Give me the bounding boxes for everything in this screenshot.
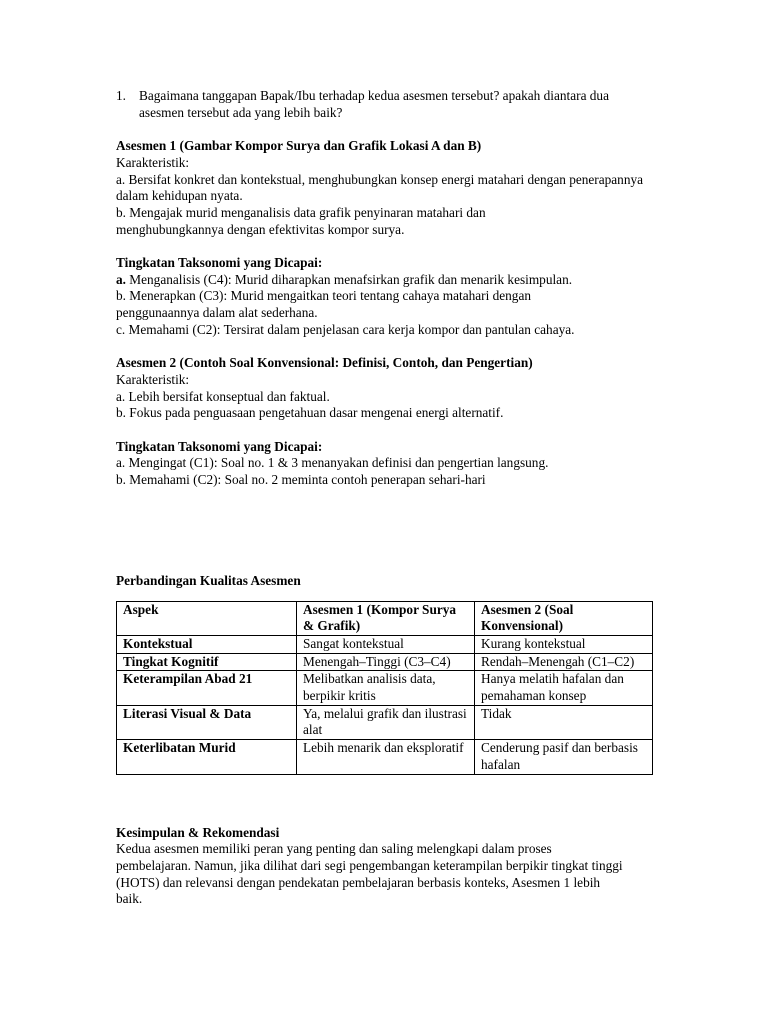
document-page [116,88,656,908]
table-cell: Hanya melatih hafalan dan pemahaman konsep [475,671,653,705]
question [116,88,656,121]
table-cell-aspect: Tingkat Kognitif [117,653,297,671]
conclusion-title: Kesimpulan & Rekomendasi [116,824,280,840]
asesmen1-section [116,138,656,238]
table-row [117,671,653,705]
table-cell: Melibatkan analisis data, berpikir kritis [297,671,475,705]
asesmen1-taksonomi [116,255,656,339]
table-cell: Tidak [475,705,653,739]
table-cell: Lebih menarik dan eksploratif [297,740,475,774]
table-cell: Kurang kontekstual [475,635,653,653]
table-cell: Sangat kontekstual [297,635,475,653]
table-row [117,635,653,653]
table-cell-aspect: Literasi Visual & Data [117,705,297,739]
asesmen2-taksonomi-a: a. Mengingat (C1): Soal no. 1 & 3 menanyakan definisi dan pengertian langsung. [116,455,549,471]
table-cell-aspect: Kontekstual [117,635,297,653]
asesmen1-taksonomi-b: b. Menerapkan (C3): Murid mengaitkan teori tentang cahaya matahari dengan penggunaannya dalam alat sederhana. [116,288,532,321]
table-cell: Cenderung pasif dan berbasis hafalan [475,740,653,774]
asesmen1-taksonomi-c: c. Memahami (C2): Tersirat dalam penjelasan cara kerja kompor dan pantulan cahaya. [116,321,575,337]
header-aspek: Aspek [117,601,297,635]
header-asesmen2: Asesmen 2 (Soal Konvensional) [475,601,653,635]
asesmen1-taksonomi-title: Tingkatan Taksonomi yang Dicapai: [116,255,323,270]
conclusion-section [116,825,656,909]
question-text: Bagaimana tanggapan Bapak/Ibu terhadap kedua asesmen tersebut? apakah diantara dua asesmen tersebut ada yang lebih baik? [139,88,609,120]
asesmen1-taksonomi-a-text: Menganalisis (C4): Murid diharapkan menafsirkan grafik dan menarik kesimpulan. [125,271,573,287]
table-cell: Rendah–Menengah (C1–C2) [475,653,653,671]
asesmen2-section [116,355,656,422]
table-row [117,740,653,774]
table-cell-aspect: Keterampilan Abad 21 [117,671,297,705]
table-cell: Menengah–Tinggi (C3–C4) [297,653,475,671]
asesmen2-taksonomi-b: b. Memahami (C2): Soal no. 2 meminta contoh penerapan sehari-hari [116,472,486,488]
comparison-table [116,601,653,775]
asesmen1-taksonomi-a-prefix: a. [116,271,126,287]
asesmen1-title: Asesmen 1 (Gambar Kompor Surya dan Grafik Lokasi A dan B) [116,138,482,154]
question-number: 1. [116,88,126,103]
comparison-section [116,573,656,775]
header-asesmen1: Asesmen 1 (Kompor Surya & Grafik) [297,601,475,635]
asesmen2-karakteristik-a: a. Lebih bersifat konseptual dan faktual. [116,388,330,404]
table-row [117,705,653,739]
asesmen2-karakteristik-b: b. Fokus pada penguasaan pengetahuan dasar mengenai energi alternatif. [116,405,504,421]
table-row [117,653,653,671]
asesmen2-karakteristik-label: Karakteristik: [116,371,190,387]
asesmen1-karakteristik-label: Karakteristik: [116,154,190,170]
asesmen1-taksonomi-a [116,272,656,289]
table-header-row [117,601,653,635]
conclusion-text: Kedua asesmen memiliki peran yang penting dan saling melengkapi dalam proses pembelajaran. Namun, jika dilihat dari segi pengembangan keterampilan berpikir tingkat tinggi (HOTS) dan relevansi dengan pendekatan pembelajaran berbasis konteks, Asesmen 1 lebih baik. [116,841,623,907]
asesmen2-title: Asesmen 2 (Contoh Soal Konvensional: Definisi, Contoh, dan Pengertian) [116,355,533,371]
asesmen1-karakteristik-b: b. Mengajak murid menganalisis data grafik penyinaran matahari dan menghubungkannya dengan efektivitas kompor surya. [116,204,486,237]
table-cell-aspect: Keterlibatan Murid [117,740,297,774]
comparison-title: Perbandingan Kualitas Asesmen [116,572,301,588]
table-cell: Ya, melalui grafik dan ilustrasi alat [297,705,475,739]
asesmen2-taksonomi [116,439,656,489]
asesmen2-taksonomi-title: Tingkatan Taksonomi yang Dicapai: [116,438,323,454]
asesmen1-karakteristik-a: a. Bersifat konkret dan kontekstual, menghubungkan konsep energi matahari dengan penerapannya dalam kehidupan nyata. [116,171,644,204]
